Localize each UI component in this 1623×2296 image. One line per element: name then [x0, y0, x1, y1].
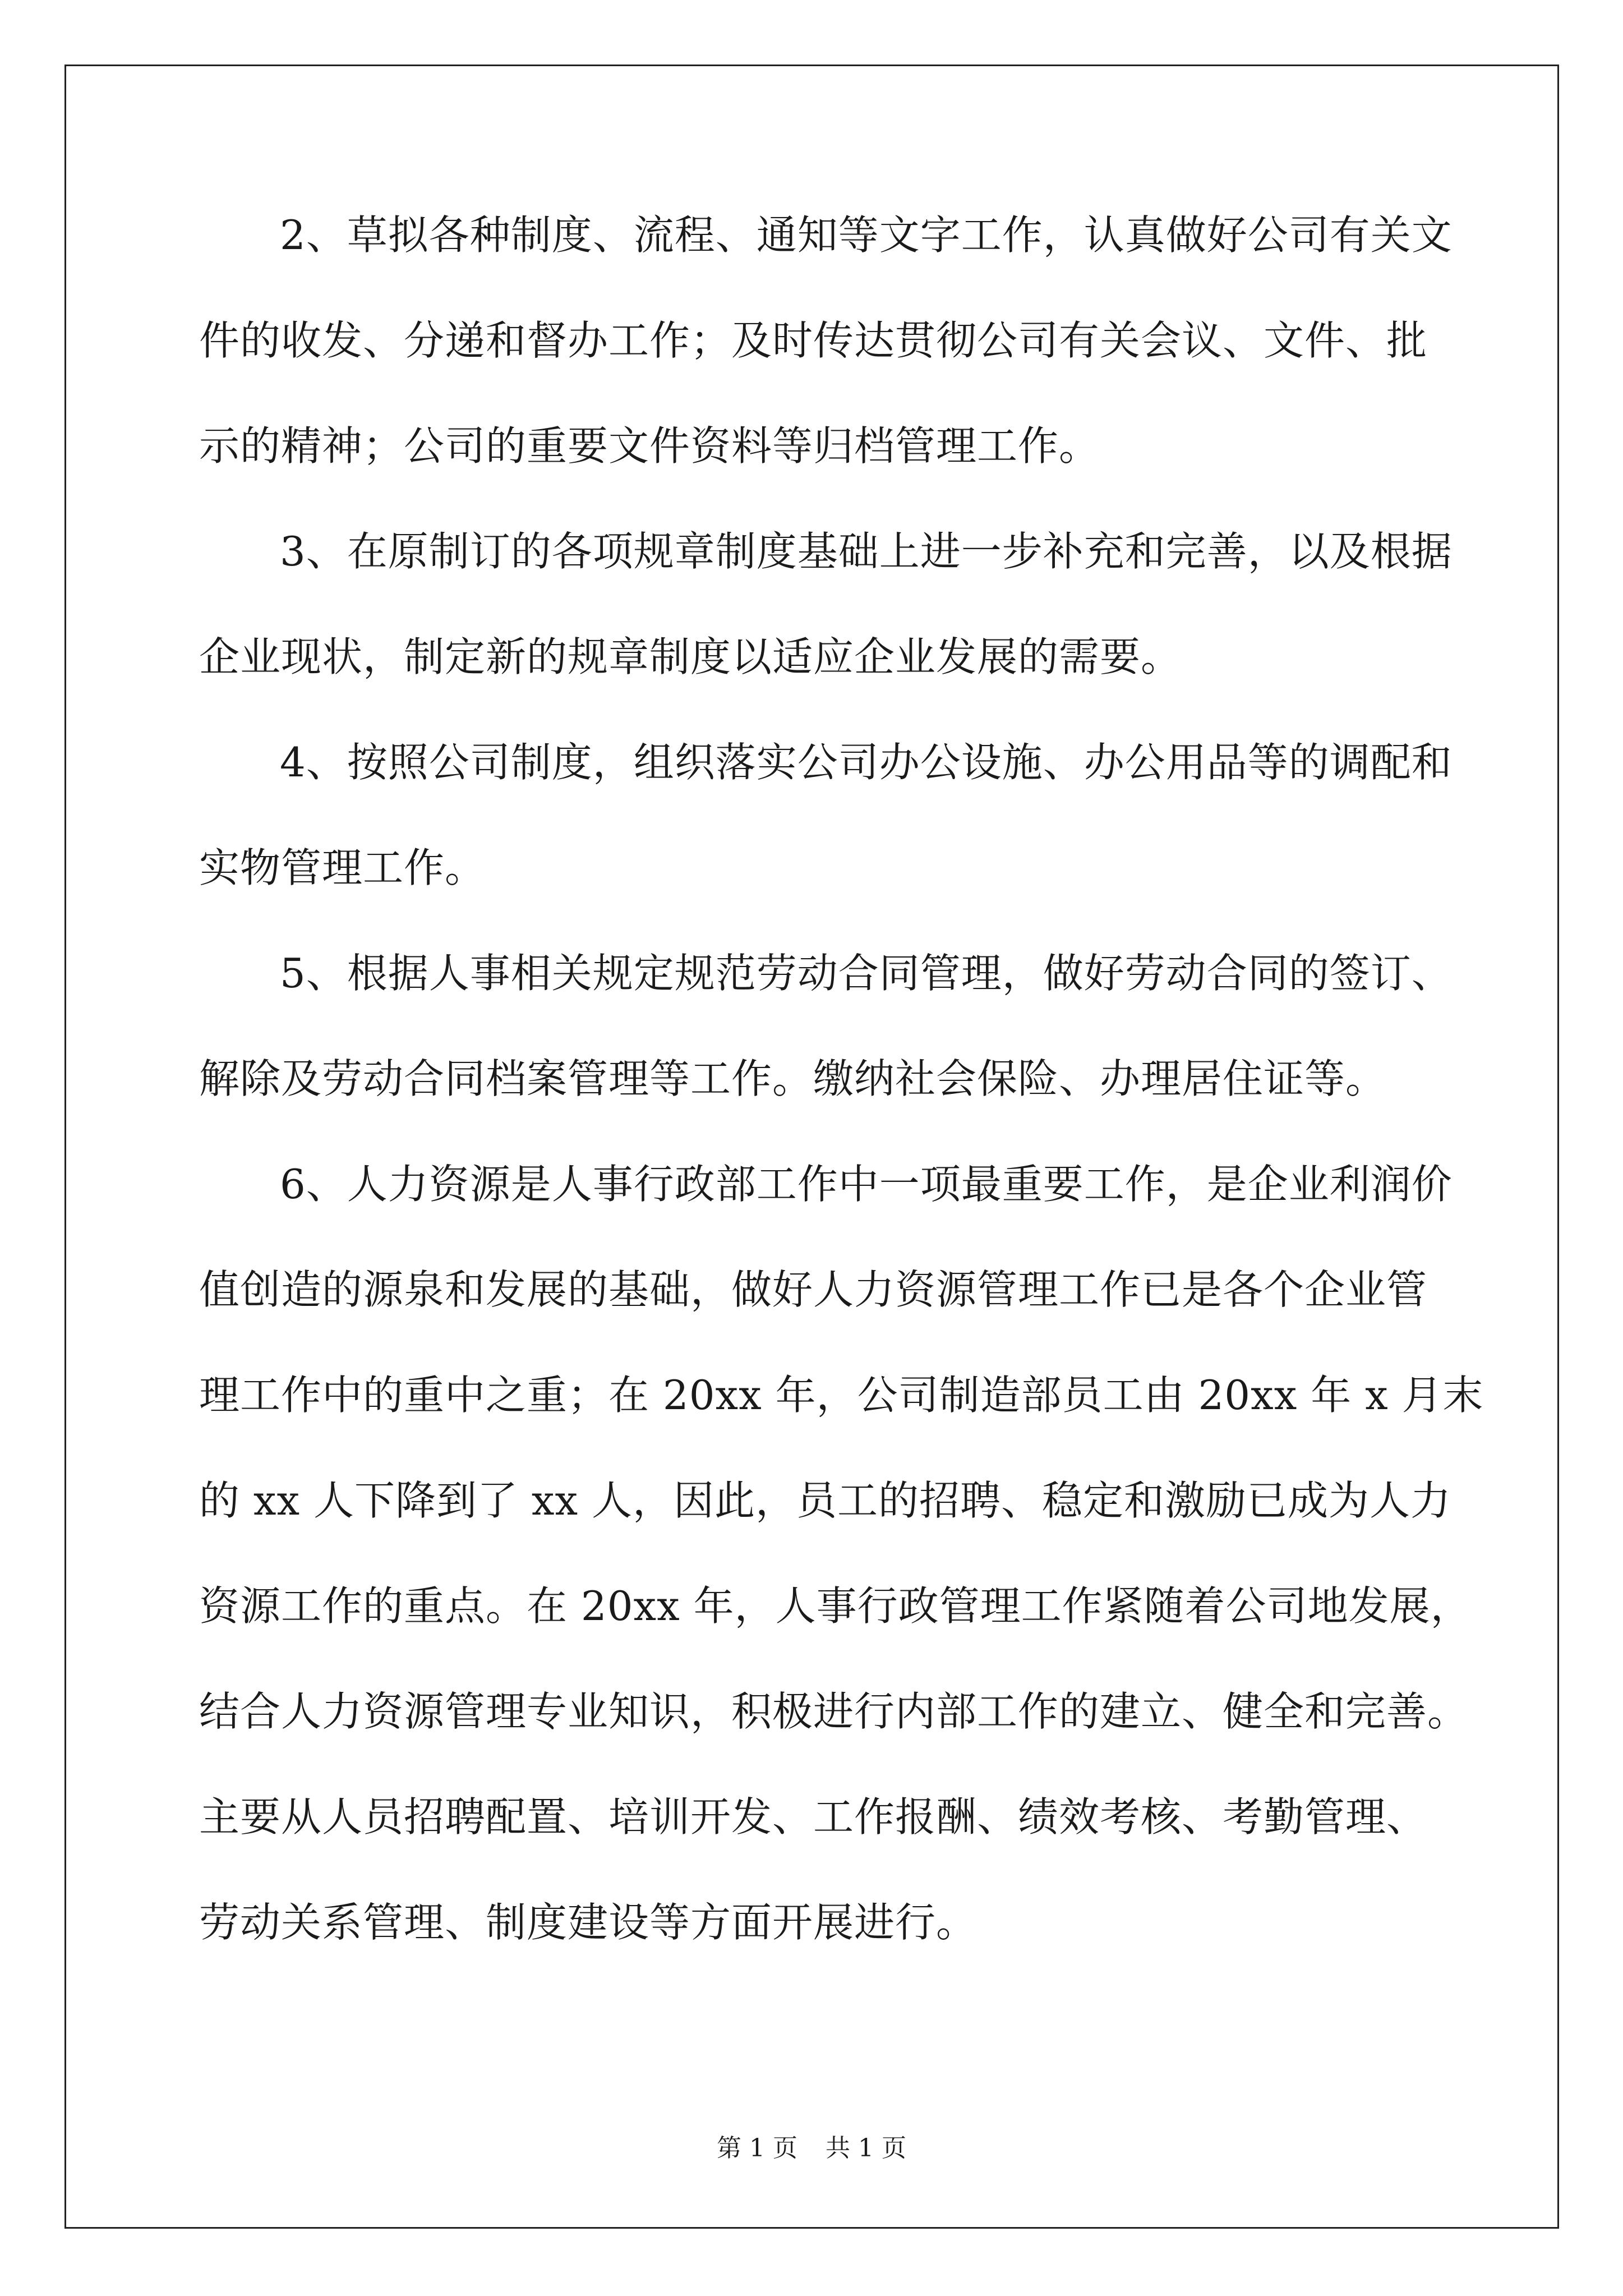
paragraph-5-line-7: 主要从人员招聘配置、培训开发、工作报酬、绩效考核、考勤管理、: [199, 1793, 1428, 1841]
paragraph-5-line-4: 的 xx 人下降到了 xx 人，因此，员工的招聘、稳定和激励已成为人力: [199, 1477, 1451, 1524]
page-number-current: 第 1 页: [717, 2134, 797, 2162]
paragraph-3-line-1: 4、按照公司制度，组织落实公司办公设施、办公用品等的调配和: [280, 739, 1453, 786]
page-footer: [0, 2132, 1623, 2165]
paragraph-2-line-2: 企业现状，制定新的规章制度以适应企业发展的需要。: [199, 633, 1182, 680]
paragraph-4-line-1: 5、根据人事相关规定规范劳动合同管理，做好劳动合同的签订、: [280, 950, 1453, 997]
page-number-total: 共 1 页: [826, 2134, 906, 2162]
paragraph-5-line-1: 6、人力资源是人事行政部工作中一项最重要工作，是企业利润价: [280, 1161, 1453, 1208]
document-body: [199, 209, 1484, 2001]
paragraph-1-line-1: 2、草拟各种制度、流程、通知等文字工作，认真做好公司有关文: [280, 211, 1453, 259]
paragraph-1-line-3: 示的精神；公司的重要文件资料等归档管理工作。: [199, 422, 1100, 470]
paragraph-3-line-2: 实物管理工作。: [199, 844, 486, 891]
paragraph-5-line-2: 值创造的源泉和发展的基础，做好人力资源管理工作已是各个企业管: [199, 1266, 1428, 1313]
paragraph-1-line-2: 件的收发、分递和督办工作；及时传达贯彻公司有关会议、文件、批: [199, 317, 1428, 364]
paragraph-5-line-8: 劳动关系管理、制度建设等方面开展进行。: [199, 1899, 978, 1946]
paragraph-5-line-5: 资源工作的重点。在 20xx 年，人事行政管理工作紧随着公司地发展，: [199, 1582, 1472, 1630]
paragraph-2-line-1: 3、在原制订的各项规章制度基础上进一步补充和完善，以及根据: [280, 528, 1453, 575]
paragraph-5-line-3: 理工作中的重中之重；在 20xx 年，公司制造部员工由 20xx 年 x 月末: [199, 1372, 1484, 1419]
paragraph-5-line-6: 结合人力资源管理专业知识，积极进行内部工作的建立、健全和完善。: [199, 1688, 1469, 1735]
paragraph-4-line-2: 解除及劳动合同档案管理等工作。缴纳社会保险、办理居住证等。: [199, 1055, 1387, 1102]
